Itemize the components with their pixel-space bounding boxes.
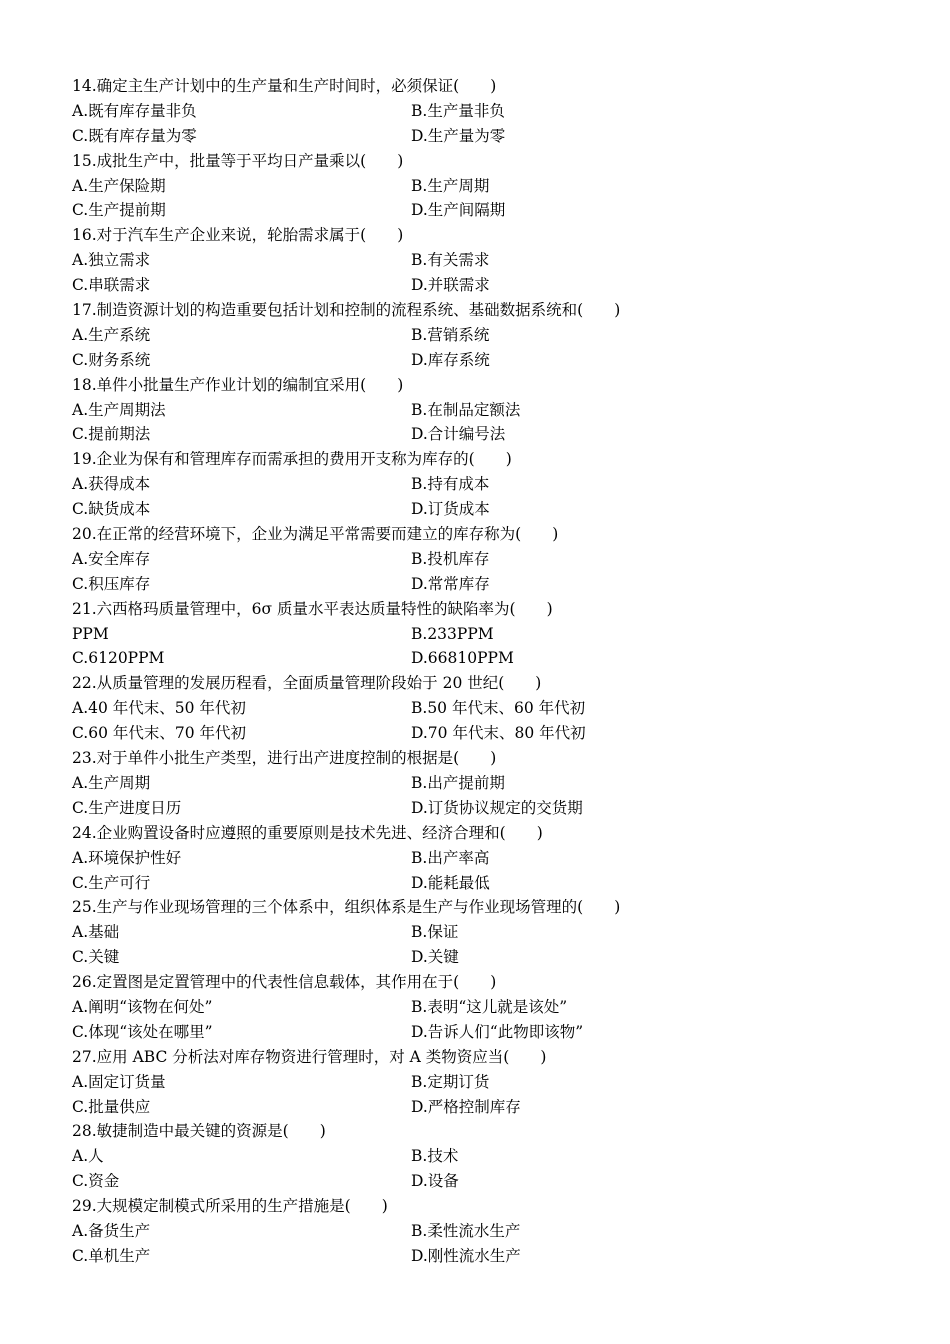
option-c: C.6120PPM bbox=[72, 649, 165, 668]
options-row bbox=[72, 920, 892, 945]
option-a: A.阐明“该物在何处” bbox=[72, 997, 213, 1016]
options-row bbox=[72, 1095, 892, 1120]
options-row bbox=[72, 1219, 892, 1244]
question-16-stem: 16.对于汽车生产企业来说，轮胎需求属于( ) bbox=[72, 226, 404, 245]
option-a: A.基础 bbox=[72, 923, 120, 942]
option-d: D.库存系统 bbox=[411, 350, 490, 369]
option-c: C.体现“该处在哪里” bbox=[72, 1022, 213, 1041]
option-d: D.并联需求 bbox=[411, 276, 490, 295]
option-c: C.积压库存 bbox=[72, 574, 151, 593]
option-b: B.出产提前期 bbox=[411, 773, 505, 792]
question-21-stem: 21.六西格玛质量管理中，6σ 质量水平表达质量特性的缺陷率为( ) bbox=[72, 599, 553, 618]
options-row bbox=[72, 1144, 892, 1169]
option-c: C.单机生产 bbox=[72, 1246, 151, 1265]
option-a: A.40 年代末、50 年代初 bbox=[72, 699, 246, 718]
option-c: C.60 年代末、70 年代初 bbox=[72, 724, 247, 743]
options-row bbox=[72, 547, 892, 572]
option-b: B.出产率高 bbox=[411, 848, 490, 867]
option-c: C.生产可行 bbox=[72, 873, 151, 892]
option-b: B.持有成本 bbox=[411, 475, 490, 494]
options-row bbox=[72, 472, 892, 497]
option-a: A.生产周期 bbox=[72, 773, 151, 792]
question-23-stem: 23.对于单件小批生产类型，进行出产进度控制的根据是( ) bbox=[72, 749, 497, 768]
options-row bbox=[72, 323, 892, 348]
option-c: C.批量供应 bbox=[72, 1097, 151, 1116]
options-row bbox=[72, 174, 892, 199]
option-c: C.既有库存量为零 bbox=[72, 126, 197, 145]
options-row bbox=[72, 198, 892, 223]
question-19-stem: 19.企业为保有和管理库存而需承担的费用开支称为库存的( ) bbox=[72, 450, 512, 469]
option-a: A.获得成本 bbox=[72, 475, 151, 494]
options-row bbox=[72, 871, 892, 896]
options-row bbox=[72, 422, 892, 447]
option-a: A.人 bbox=[72, 1147, 104, 1166]
options-row bbox=[72, 1020, 892, 1045]
question-27-stem: 27.应用 ABC 分析法对库存物资进行管理时，对 A 类物资应当( ) bbox=[72, 1047, 547, 1066]
option-b: B.表明“这儿就是该处” bbox=[411, 997, 568, 1016]
options-row bbox=[72, 99, 892, 124]
options-row bbox=[72, 124, 892, 149]
question-22-stem: 22.从质量管理的发展历程看，全面质量管理阶段始于 20 世纪( ) bbox=[72, 674, 542, 693]
options-row bbox=[72, 497, 892, 522]
option-b: B.保证 bbox=[411, 923, 459, 942]
option-c: C.提前期法 bbox=[72, 425, 151, 444]
option-d: D.告诉人们“此物即该物” bbox=[411, 1022, 584, 1041]
option-a: PPM bbox=[72, 624, 109, 643]
options-row bbox=[72, 398, 892, 423]
option-a: A.固定订货量 bbox=[72, 1072, 166, 1091]
option-d: D.订货成本 bbox=[411, 500, 490, 519]
option-d: D.66810PPM bbox=[411, 649, 514, 668]
option-d: D.常常库存 bbox=[411, 574, 490, 593]
option-a: A.独立需求 bbox=[72, 251, 151, 270]
question-28-stem: 28.敏捷制造中最关键的资源是( ) bbox=[72, 1122, 326, 1141]
option-c: C.资金 bbox=[72, 1172, 120, 1191]
option-b: B.柔性流水生产 bbox=[411, 1221, 521, 1240]
question-15-stem: 15.成批生产中，批量等于平均日产量乘以( ) bbox=[72, 151, 404, 170]
option-a: A.生产系统 bbox=[72, 325, 151, 344]
option-d: D.70 年代末、80 年代初 bbox=[411, 724, 586, 743]
option-a: A.环境保护性好 bbox=[72, 848, 182, 867]
options-row bbox=[72, 248, 892, 273]
option-b: B.定期订货 bbox=[411, 1072, 490, 1091]
option-c: C.缺货成本 bbox=[72, 500, 151, 519]
option-a: A.安全库存 bbox=[72, 549, 151, 568]
option-b: B.营销系统 bbox=[411, 325, 490, 344]
option-b: B.生产量非负 bbox=[411, 101, 505, 120]
option-c: C.串联需求 bbox=[72, 276, 151, 295]
options-row bbox=[72, 995, 892, 1020]
options-row bbox=[72, 1169, 892, 1194]
options-row bbox=[72, 721, 892, 746]
question-26-stem: 26.定置图是定置管理中的代表性信息载体，其作用在于( ) bbox=[72, 973, 497, 992]
option-d: D.刚性流水生产 bbox=[411, 1246, 521, 1265]
options-row bbox=[72, 273, 892, 298]
options-row bbox=[72, 1070, 892, 1095]
options-row bbox=[72, 945, 892, 970]
option-a: A.备货生产 bbox=[72, 1221, 151, 1240]
option-a: A.生产周期法 bbox=[72, 400, 166, 419]
option-d: D.关键 bbox=[411, 948, 459, 967]
option-b: B.在制品定额法 bbox=[411, 400, 521, 419]
option-b: B.233PPM bbox=[411, 624, 494, 643]
option-b: B.50 年代末、60 年代初 bbox=[411, 699, 586, 718]
question-17-stem: 17.制造资源计划的构造重要包括计划和控制的流程系统、基础数据系统和( ) bbox=[72, 301, 621, 320]
question-14-stem: 14.确定主生产计划中的生产量和生产时间时，必须保证( ) bbox=[72, 77, 497, 95]
question-18-stem: 18.单件小批量生产作业计划的编制宜采用( ) bbox=[72, 375, 404, 394]
option-d: D.能耗最低 bbox=[411, 873, 490, 892]
options-row bbox=[72, 646, 892, 671]
options-row bbox=[72, 572, 892, 597]
option-b: B.有关需求 bbox=[411, 251, 490, 270]
options-row bbox=[72, 796, 892, 821]
option-b: B.投机库存 bbox=[411, 549, 490, 568]
option-d: D.生产量为零 bbox=[411, 126, 506, 145]
option-b: B.生产周期 bbox=[411, 176, 490, 195]
option-c: C.关键 bbox=[72, 948, 120, 967]
options-row bbox=[72, 846, 892, 871]
option-d: D.严格控制库存 bbox=[411, 1097, 521, 1116]
option-a: A.既有库存量非负 bbox=[72, 101, 197, 120]
question-25-stem: 25.生产与作业现场管理的三个体系中，组织体系是生产与作业现场管理的( ) bbox=[72, 898, 621, 917]
option-d: D.订货协议规定的交货期 bbox=[411, 798, 583, 817]
options-row bbox=[72, 696, 892, 721]
option-d: D.生产间隔期 bbox=[411, 201, 506, 220]
option-c: C.财务系统 bbox=[72, 350, 151, 369]
exam-page bbox=[72, 74, 892, 1269]
options-row bbox=[72, 771, 892, 796]
options-row bbox=[72, 622, 892, 647]
options-row bbox=[72, 1244, 892, 1269]
option-a: A.生产保险期 bbox=[72, 176, 166, 195]
option-c: C.生产进度日历 bbox=[72, 798, 182, 817]
question-24-stem: 24.企业购置设备时应遵照的重要原则是技术先进、经济合理和( ) bbox=[72, 823, 543, 842]
option-d: D.合计编号法 bbox=[411, 425, 506, 444]
options-row bbox=[72, 348, 892, 373]
option-d: D.设备 bbox=[411, 1172, 459, 1191]
question-20-stem: 20.在正常的经营环境下，企业为满足平常需要而建立的库存称为( ) bbox=[72, 525, 559, 544]
option-b: B.技术 bbox=[411, 1147, 459, 1166]
option-c: C.生产提前期 bbox=[72, 201, 166, 220]
question-29-stem: 29.大规模定制模式所采用的生产措施是( ) bbox=[72, 1197, 388, 1216]
